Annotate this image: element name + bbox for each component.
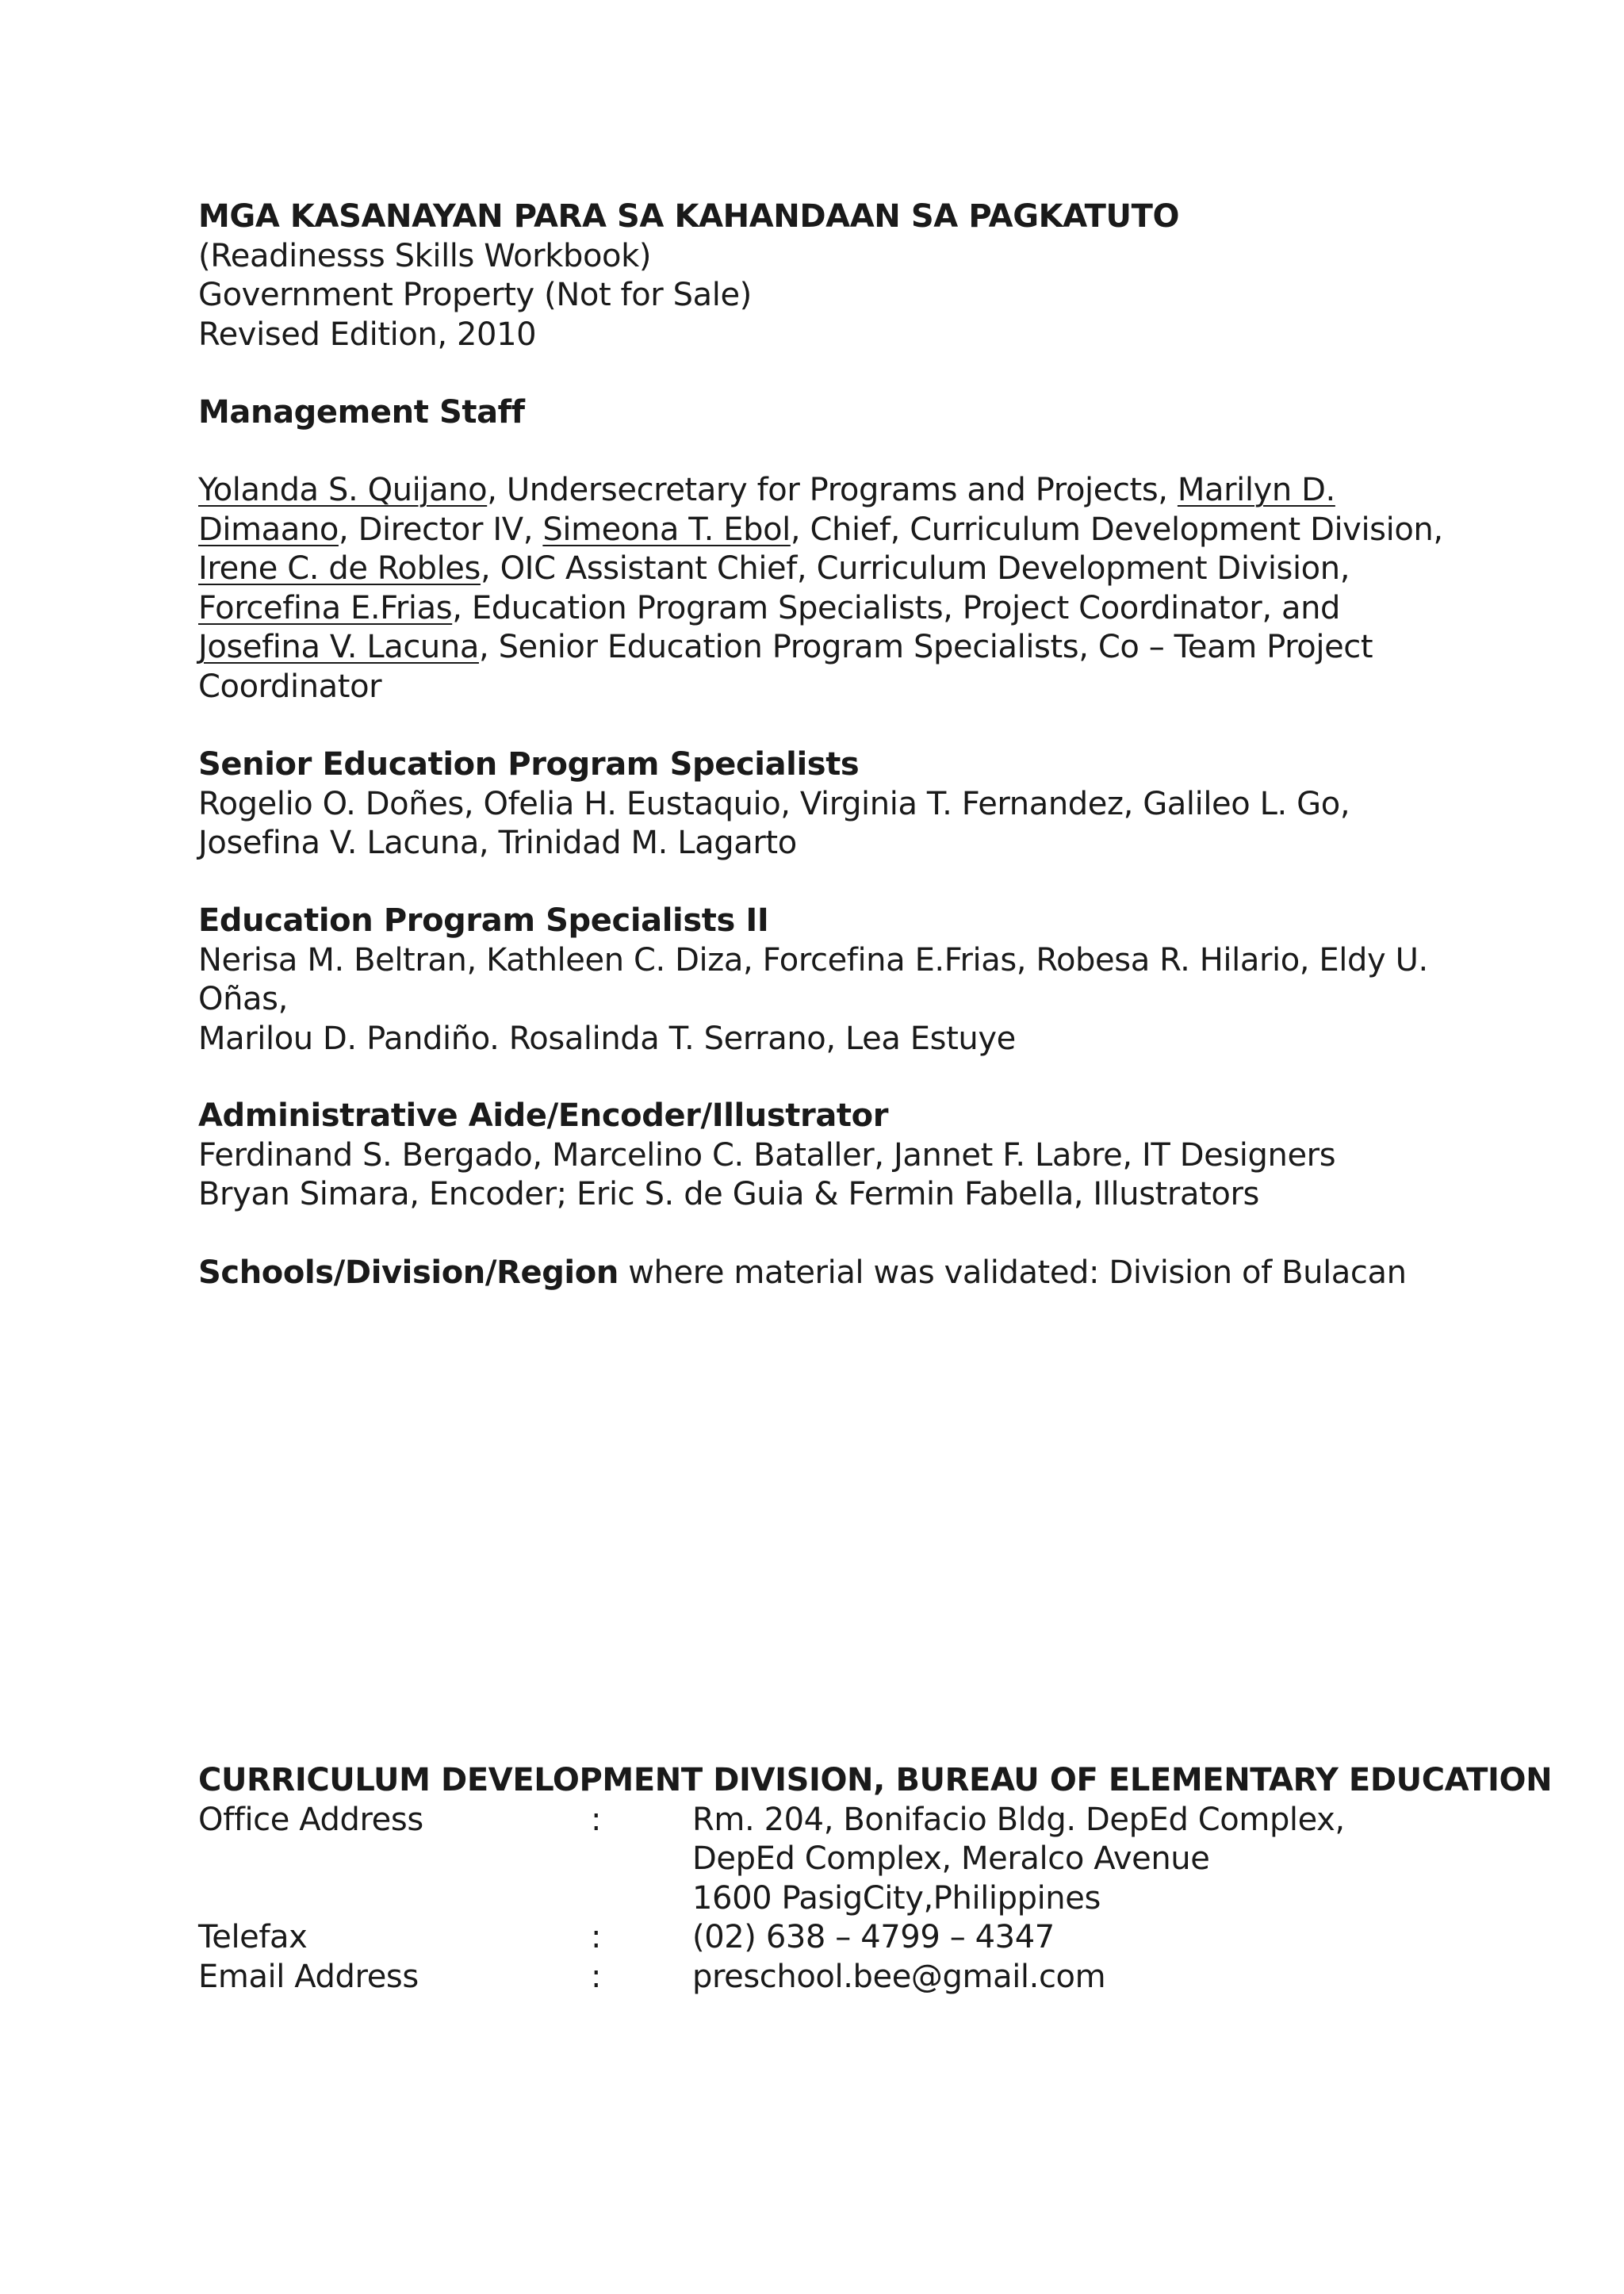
admin-section xyxy=(198,1097,1451,1215)
validation-section xyxy=(198,1254,1451,1293)
footer-section xyxy=(198,1761,1553,1997)
staff-role: , Chief, Curriculum Development Division, xyxy=(790,511,1443,548)
senior-eps-heading: Senior Education Program Specialists xyxy=(198,746,860,783)
eps2-section xyxy=(198,902,1451,1059)
staff-name: Josefina V. Lacuna xyxy=(198,629,479,665)
eps2-line: Nerisa M. Beltran, Kathleen C. Diza, Forcefina E.Frias, Robesa R. Hilario, Eldy U. xyxy=(198,941,1428,978)
staff-role: , Education Program Specialists, Project Coordinator, and xyxy=(452,589,1341,626)
admin-line: Bryan Simara, Encoder; Eric S. de Guia & Fermin Fabella, Illustrators xyxy=(198,1176,1259,1212)
management-heading: Management Staff xyxy=(198,394,525,431)
document-title: MGA KASANAYAN PARA SA KAHANDAAN SA PAGKATUTO xyxy=(198,198,1180,235)
staff-role: , Senior Education Program Specialists, Co – Team Project Coordinator xyxy=(198,629,1373,705)
telefax-row xyxy=(198,1918,1451,1958)
property-note: Government Property (Not for Sale) xyxy=(198,277,752,313)
email-row xyxy=(198,1958,1451,1997)
eps2-heading: Education Program Specialists II xyxy=(198,902,769,939)
office-address-row xyxy=(198,1801,1451,1919)
email-label: Email Address xyxy=(198,1958,419,1995)
staff-role: , OIC Assistant Chief, Curriculum Development Division, xyxy=(480,550,1350,587)
separator: : xyxy=(591,1919,602,1955)
management-staff-paragraph xyxy=(198,471,1451,707)
telefax-value: (02) 638 – 4799 – 4347 xyxy=(692,1919,1055,1955)
title-block xyxy=(198,197,1451,354)
senior-eps-section xyxy=(198,745,1451,864)
separator: : xyxy=(591,1801,602,1838)
validation-text: where material was validated: Division of Bulacan xyxy=(618,1254,1407,1291)
eps2-line: Oñas, xyxy=(198,981,288,1017)
separator: : xyxy=(591,1958,602,1995)
admin-line: Ferdinand S. Bergado, Marcelino C. Bataller, Jannet F. Labre, IT Designers xyxy=(198,1136,1336,1174)
office-address-line: Rm. 204, Bonifacio Bldg. DepEd Complex, xyxy=(692,1801,1345,1838)
footer-heading: CURRICULUM DEVELOPMENT DIVISION, BUREAU OF ELEMENTARY EDUCATION xyxy=(198,1762,1553,1798)
document-subtitle: (Readinesss Skills Workbook) xyxy=(198,237,652,274)
edition-note: Revised Edition, 2010 xyxy=(198,316,537,353)
staff-role: , Undersecretary for Programs and Projects, xyxy=(487,472,1178,508)
staff-name: Forcefina E.Frias xyxy=(198,589,453,626)
senior-eps-line: Rogelio O. Doñes, Ofelia H. Eustaquio, Virginia T. Fernandez, Galileo L. Go, xyxy=(198,785,1350,822)
staff-name: Yolanda S. Quijano xyxy=(198,472,488,508)
staff-name: Simeona T. Ebol xyxy=(542,511,791,548)
office-address-label: Office Address xyxy=(198,1801,423,1838)
office-address-line: 1600 PasigCity,Philippines xyxy=(692,1879,1101,1917)
senior-eps-line: Josefina V. Lacuna, Trinidad M. Lagarto xyxy=(198,825,797,861)
staff-name: Marilyn D. Dimaano xyxy=(198,472,1335,548)
management-heading-block xyxy=(198,393,1451,433)
telefax-label: Telefax xyxy=(198,1919,308,1955)
staff-name: Irene C. de Robles xyxy=(198,550,481,587)
email-value: preschool.bee@gmail.com xyxy=(692,1958,1106,1995)
office-address-line: DepEd Complex, Meralco Avenue xyxy=(692,1840,1210,1877)
admin-heading: Administrative Aide/Encoder/Illustrator xyxy=(198,1097,889,1134)
validation-label: Schools/Division/Region xyxy=(198,1254,619,1291)
eps2-line: Marilou D. Pandiño. Rosalinda T. Serrano, Lea Estuye xyxy=(198,1020,1016,1057)
staff-role: , Director IV, xyxy=(338,511,543,548)
